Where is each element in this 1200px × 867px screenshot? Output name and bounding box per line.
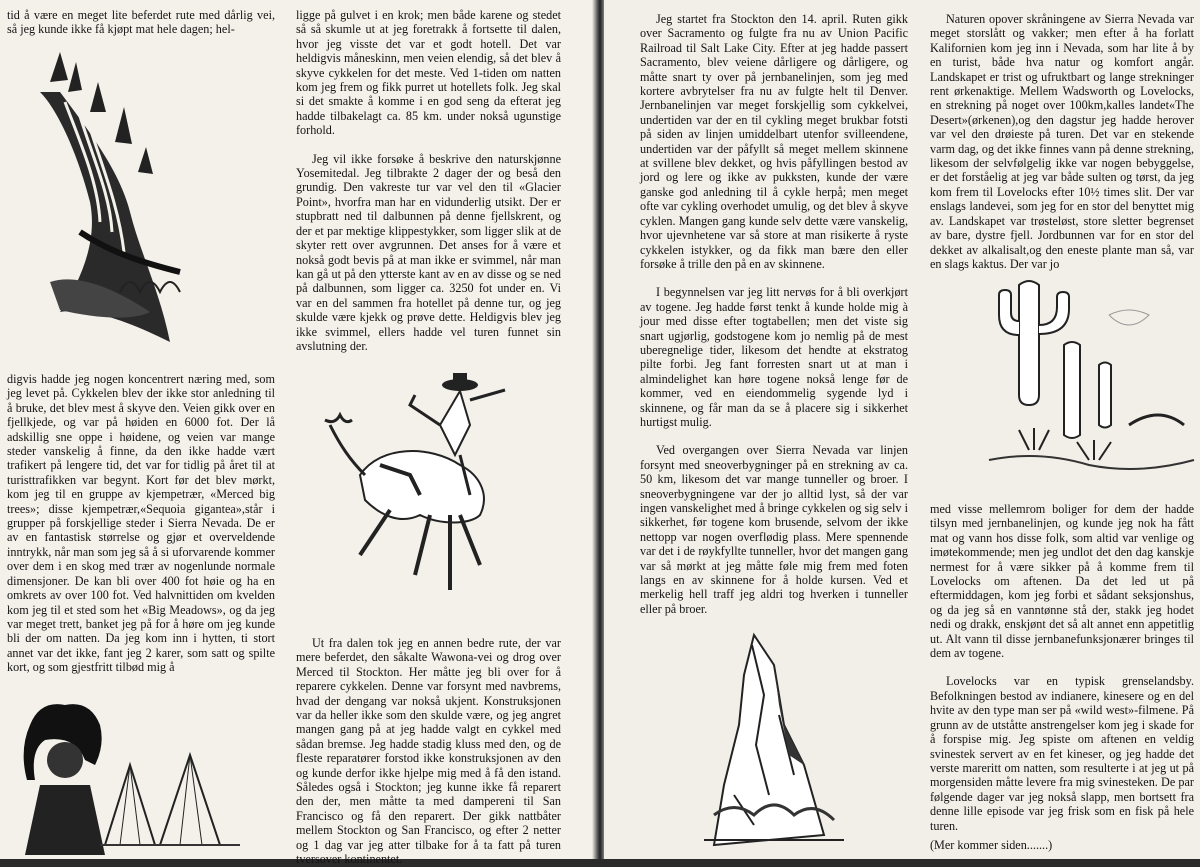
col2-paragraph-2: Jeg vil ikke forsøke å beskrive den naturskjønne Yosemitedal. Jeg tilbrakte 2 dager der og beså den grundig. Den vakreste tur var vel den til «Glacier Point», hvorfra man har en vidunderlig utsikt. Der er stupbratt ned til dalbunnen på denne fjellskrent, og der et par mektige klippestykker, som ligger slik at de skyter rett over avgrunnen. Det anses for å være et nokså godt bevis på at man ikke er svimmel, når man kan gå ut på den ytterste kant av en av disse og se ned på dalbunnen, som ligger ca. 3250 fot under en. Vi var en del sammen fra hotellet på denne tur, og jeg skulde være kjekk og prøve dette. Heldigvis blev jeg ikke svimmel, ellers hadde vel turen funnet sin avslutning der. bbox=[296, 151, 561, 353]
col4-paragraph-3: Lovelocks var en typisk grenselandsby. Befolkningen bestod av indianere, kinesere og en del hvite av den type man ser på «wild west»-filmene. På grunn av de utståtte anstrengelser kom jeg i skade for å forspise mig. Jeg spiste om aftenen en veldig svinestek servert av en fet kineser, og jeg hadde det verste mareritt om natten, som resulterte i at jeg ut på morgensiden måtte levere fra mig svinesteken. De par følgende dager var jeg nokså slapp, men bortsett fra denne lille episode var jeg frisk som en fisk på hele turen. bbox=[930, 674, 1194, 833]
col3-paragraph-2: I begynnelsen var jeg litt nervøs for å bli overkjørt av togene. Jeg hadde først tenkt å kunde holde mig à jour med disse efter togtabellen; men det viste sig snart ugjørlig, godstogene kom jo nemlig på de mest uberegnelige tider, likesom det hendte at ekstratog pilte forbi. Jeg fant forresten snart ut at man i almindelighet kan høre togene nokså lenge før de kommer, ved en eiendommelig sygende lyd i skinnene, og får man da se å placere sig i sikkerhet hurtigst mulig. bbox=[640, 285, 908, 429]
col3-paragraph-3: Ved overgangen over Sierra Nevada var linjen forsynt med sneoverbygninger på en strekning av ca. 50 km, likesom det var mange tunneller og broer. I sneoverbygningene var der jo alltid lyst, så der var ingen vanskelighet med å bringe cykkelen og sig selv i sikkerhet, før togene kom brusende, selvom der ikke nettopp var nogen overflødig plass. Mere spennende var det i de røykfyllte tunneller, hvor det mangen gang var så mørkt at jeg måtte føle mig frem med foten langs en av skinnene for å holde kursen. Ved et merkelig hell traff jeg aldri tog hverken i tunneller eller på broer. bbox=[640, 443, 908, 616]
col3-text bbox=[640, 12, 908, 616]
col4-paragraph-2: med visse mellemrom boliger for dem der hadde tilsyn med jernbanelinjen, og kunde jeg nok ha fått mat og vann hos disse folk, som altid var venlige og imøtekommende; men jeg undlot det den dag kanskje nermest for å være sikker på å komme frem til Lovelocks om aftenen. Da det led ut på eftermiddagen, kom jeg forbi et sådant seksjonshus, og da jeg så en vanntønne stå der, stakk jeg hodet nedi og drakk, enskjønt det så alt annet enn appetitlig ut. Alt vann til disse jernbanefunksjonærer bringes til dem av togene. bbox=[930, 502, 1194, 661]
native-camp-illustration bbox=[10, 695, 240, 855]
signoff-text: (Mer kommer siden.......) bbox=[930, 838, 1053, 852]
col1-mid-paragraph: digvis hadde jeg nogen koncentrert næring med, som jeg levet på. Cykkelen blev der ikke stor anledning til å bruke, det blev mest å skyve den. Veien gikk over en fjellkjede, og var på høiden en 6000 fot. Der lå adskillig sne oppe i høidene, og veien var mange steder vanskelig å finne, da den ikke hadde vært trafikert på lengere tid, det var for tidlig på året til at turisttrafikken var begynt. Kort før det blev mørkt, kom jeg til en gruppe av kjempetrær, «Merced big trees»; disse kjempetrær,«Sequoia gigantea»,står i grupper på forskjellige steder i Sierra Nevada. De er av en fantastisk størrelse og gjør et overveldende inntrykk, når man som jeg så å si uforvarende kommer over dem i en skog med trær av nogenlunde normale dimensjoner. De kan bli over 400 fot høie og ha en omkrets av over 100 fot. Ved halvnittiden om kvelden kom jeg til et sted som het «Big Meadows», og da jeg var meget trett, banket jeg på for å høre om jeg kunde bli der om natten. Da jeg kom inn i hytten, ti stort annet var det ikke, fant jeg 2 karer, som satt og spilte kort, og som gjestfritt tilbød mig å bbox=[7, 372, 275, 675]
col1-top-paragraph: tid å være en meget lite beferdet rute med dårlig vei, så jeg kunde ikke få kjøpt mat hele dagen; hel- bbox=[7, 8, 275, 37]
col3-paragraph-1: Jeg startet fra Stockton den 14. april. Ruten gikk over Sacramento og fulgte fra nu av Union Pacific Railroad til Salt Lake City. Efter at jeg hadde passert Sacramento, blev veiene dårligere og dårligere, og måtte snart ty over på jernbanelinjen, som jeg med kortere avbrytelser fra nu av fulgte helt til Denver. Jernbanelinjen var meget forskjellig som cykkelvei, undertiden var der en til cykling meget brukbar fotsti på siden av linjen umiddelbart utenfor svilleendene, undertiden var der påfyllt så meget mellem skinnene at svillene blev dekket, og hvis påfyllingen bestod av jord og lere og ikke av pukksten, kunde der være ganske god anledning til å cykle herpå; men meget ofte var cykling overhodet umulig, og det blev å skyve cyklen. Mangen gang kunde selv dette være vanskelig, hvor ujevnhetene var så store at man risikerte å ryste cykkelen istykker, og da fikk man bære den eller forsøke å trille den på en av skinnene. bbox=[640, 12, 908, 271]
desert-cactus-illustration bbox=[989, 275, 1194, 490]
col2-paragraph-1: ligge på gulvet i en krok; men både karene og stedet så så skumle ut at jeg foretrakk å fortsette til dalen, hvor jeg visste det var et godt hotell. Det var heldigvis måneskinn, men veien elendig, så det blev å skyve cykkelen for det meste. Ved 1-tiden om natten kom jeg frem og fikk purret ut hotellets folk. Jeg skal si det smakte å komme i en god seng da efterat jeg hadde tilbakelagt ca. 85 km. under nokså ugunstige forhold. bbox=[296, 8, 561, 138]
col2-paragraph-3: Ut fra dalen tok jeg en annen bedre rute, der var mere beferdet, den såkalte Wawona-vei og drog over Merced til Stockton. Her måtte jeg bli over for å reparere cykkelen. Denne var forsynt med navbrems, hvad der dengang var nokså ukjent. Konstruksjonen var da heller ikke som den skulde være, og jeg angret mangen gang på at jeg hadde valgt en cykkel med sådan bremse. Jeg hadde stadig kluss med den, og de fleste reparatører forstod ikke konstruksjonen av den og kunde derfor ikke hjelpe mig med å få den istand. Således også i Stockton; jeg kunne ikke få reparert den der, men måtte ta med dampereni til San Francisco og få den reparert. Der gikk nattbåter mellem Stockton og San Francisco, og efter 2 netter og 1 dag var jeg atter tilbake for å ta fatt på turen tversover kontinentet. bbox=[296, 636, 561, 867]
cowboy-bronco-illustration bbox=[320, 365, 520, 595]
col4-text bbox=[930, 12, 1194, 271]
waterfall-illustration bbox=[20, 52, 200, 352]
col2-text bbox=[296, 8, 561, 353]
left-page bbox=[0, 0, 596, 867]
right-page bbox=[604, 0, 1200, 859]
col2-bottom-text bbox=[296, 636, 561, 867]
col4-bottom-text bbox=[930, 502, 1194, 833]
col1-mid-text bbox=[7, 372, 275, 675]
rock-pinnacle-illustration bbox=[694, 635, 854, 855]
col1-top-text bbox=[7, 8, 275, 37]
col4-paragraph-1: Naturen opover skråningene av Sierra Nevada var meget storslått og vakker; men efter å ha forlatt Kalifornien kom jeg inn i Nevada, som har lite å by en turist, både hva natur og komfort angår. Landskapet er trist og ufruktbart og lange strekninger rent ørkenaktige. Mellem Wadsworth og Lovelocks, en strekning på noget over 100km,kalles landet«The Desert»(ørkenen),og den dagstur jeg hadde herover var vel den drøieste på turen. Det var en stekende varm dag, og det ikke finnes vann på denne strekning, likesom der selvfølgelig ikke var nogen bebyggelse, er det forståelig at jeg var både sulten og tørst, da jeg kom frem til Lovelocks efter 10½ times slit. Der var enslags landevei, som jeg for en stor del benyttet mig av. Landskapet var trøsteløst, store sletter begrenset av bare, dystre fjell. Jordbunnen var for en stor del dekket av alkalisalt,og den eneste plante man så, var en slags kaktus. Der var jo bbox=[930, 12, 1194, 271]
